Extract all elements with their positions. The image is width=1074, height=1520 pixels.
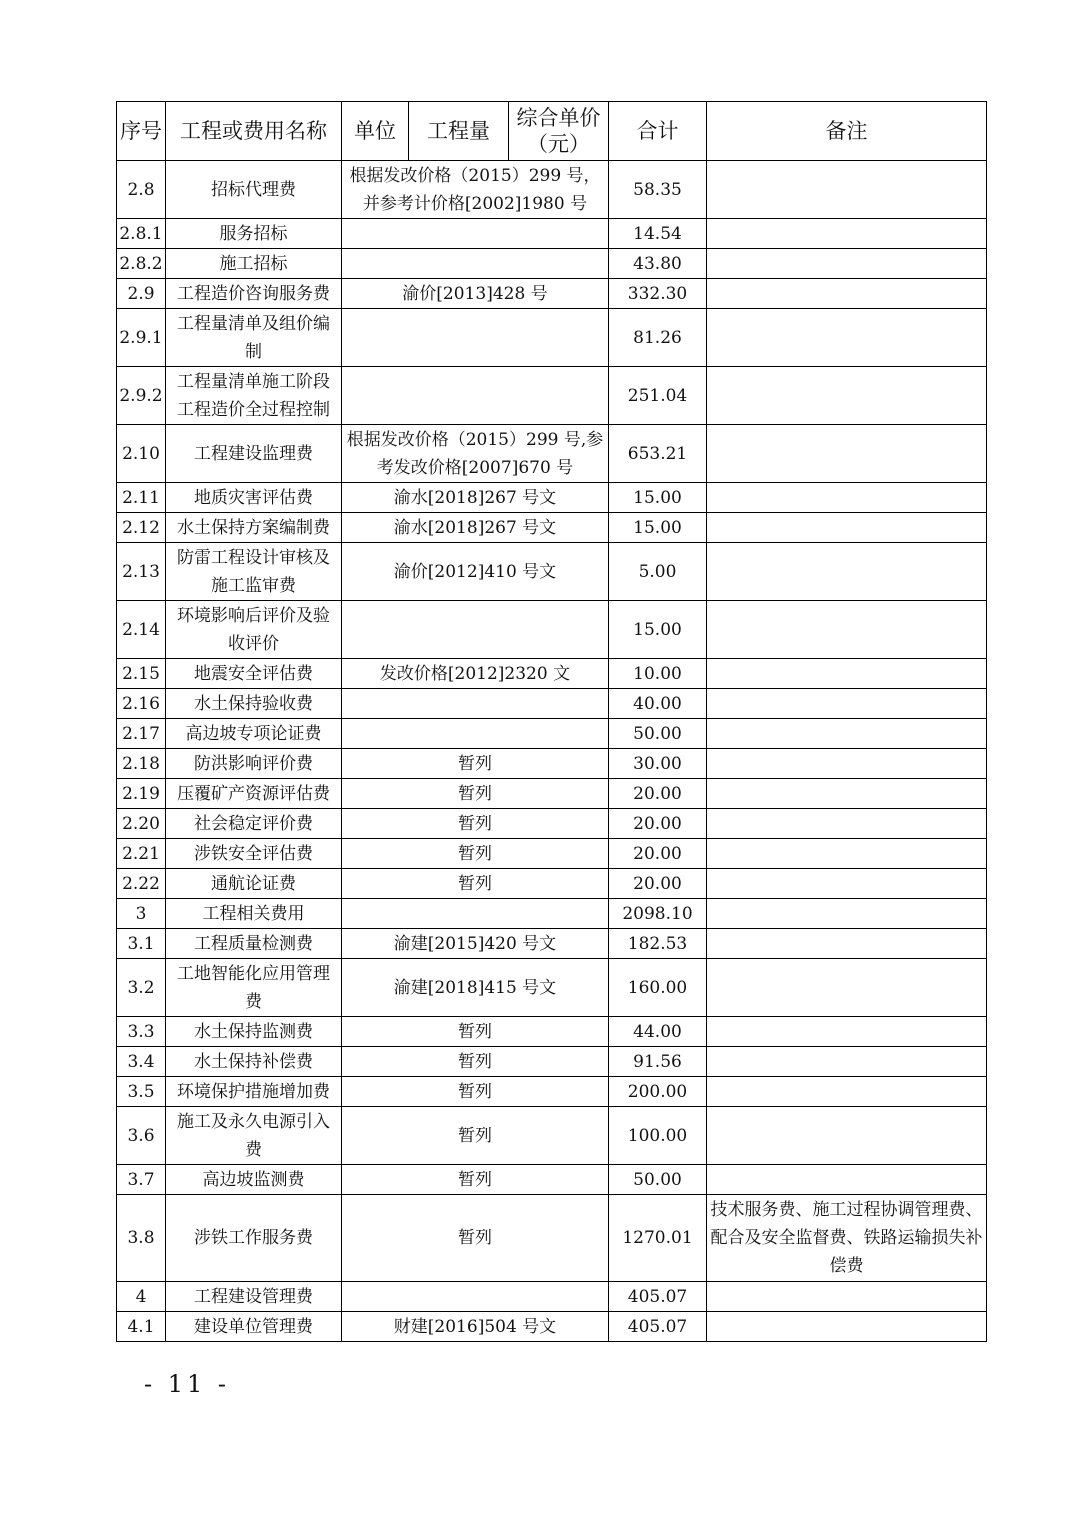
- row-basis-cell: 渝价[2012]410 号文: [342, 543, 609, 601]
- row-note-cell: [707, 779, 987, 809]
- row-name-cell: 地质灾害评估费: [166, 483, 342, 513]
- row-total-cell: 251.04: [609, 367, 707, 425]
- row-total-cell: 5.00: [609, 543, 707, 601]
- header-quantity: 工程量: [409, 102, 509, 161]
- row-basis-cell: [342, 309, 609, 367]
- row-seq-cell: 2.9: [117, 279, 166, 309]
- row-note-cell: [707, 309, 987, 367]
- row-basis-cell: 渝建[2018]415 号文: [342, 959, 609, 1017]
- table-row: [117, 749, 987, 779]
- row-seq-cell: 3.1: [117, 929, 166, 959]
- row-basis-cell: 暂列: [342, 749, 609, 779]
- row-note-cell: [707, 543, 987, 601]
- row-note-cell: [707, 601, 987, 659]
- row-note-cell: [707, 483, 987, 513]
- row-name-cell: 工地智能化应用管理费: [166, 959, 342, 1017]
- table-row: [117, 367, 987, 425]
- header-total: 合计: [609, 102, 707, 161]
- row-name-cell: 高边坡监测费: [166, 1165, 342, 1195]
- row-name-cell: 水土保持监测费: [166, 1017, 342, 1047]
- row-basis-cell: 根据发改价格（2015）299 号,参考发改价格[2007]670 号: [342, 425, 609, 483]
- row-note-cell: [707, 839, 987, 869]
- row-note-cell: [707, 1165, 987, 1195]
- row-basis-cell: 暂列: [342, 1047, 609, 1077]
- row-name-cell: 工程质量检测费: [166, 929, 342, 959]
- row-note-cell: [707, 279, 987, 309]
- row-name-cell: 工程相关费用: [166, 899, 342, 929]
- row-basis-cell: 暂列: [342, 839, 609, 869]
- row-total-cell: 2098.10: [609, 899, 707, 929]
- row-total-cell: 43.80: [609, 249, 707, 279]
- row-note-cell: [707, 1107, 987, 1165]
- row-seq-cell: 2.16: [117, 689, 166, 719]
- row-total-cell: 200.00: [609, 1077, 707, 1107]
- table-row: [117, 1017, 987, 1047]
- row-seq-cell: 3.5: [117, 1077, 166, 1107]
- row-basis-cell: [342, 219, 609, 249]
- row-seq-cell: 3: [117, 899, 166, 929]
- row-note-cell: [707, 1312, 987, 1342]
- row-seq-cell: 2.15: [117, 659, 166, 689]
- row-seq-cell: 3.2: [117, 959, 166, 1017]
- table-row: [117, 249, 987, 279]
- row-note-cell: [707, 929, 987, 959]
- table-row: [117, 659, 987, 689]
- row-total-cell: 50.00: [609, 719, 707, 749]
- row-name-cell: 招标代理费: [166, 161, 342, 219]
- row-basis-cell: 暂列: [342, 1077, 609, 1107]
- table-row: [117, 1195, 987, 1282]
- page-number: - 11 -: [144, 1370, 231, 1398]
- row-basis-cell: 暂列: [342, 779, 609, 809]
- row-note-cell: [707, 869, 987, 899]
- row-seq-cell: 2.9.2: [117, 367, 166, 425]
- row-total-cell: 30.00: [609, 749, 707, 779]
- row-name-cell: 涉铁工作服务费: [166, 1195, 342, 1282]
- row-basis-cell: 暂列: [342, 1165, 609, 1195]
- table-body: [117, 161, 987, 1342]
- row-note-cell: [707, 1077, 987, 1107]
- row-note-cell: [707, 367, 987, 425]
- header-unit: 单位: [342, 102, 409, 161]
- row-total-cell: 160.00: [609, 959, 707, 1017]
- row-seq-cell: 3.7: [117, 1165, 166, 1195]
- row-name-cell: 涉铁安全评估费: [166, 839, 342, 869]
- table-row: [117, 161, 987, 219]
- row-note-cell: [707, 719, 987, 749]
- row-basis-cell: 暂列: [342, 809, 609, 839]
- row-seq-cell: 2.11: [117, 483, 166, 513]
- table-row: [117, 959, 987, 1017]
- row-note-cell: [707, 513, 987, 543]
- row-basis-cell: 发改价格[2012]2320 文: [342, 659, 609, 689]
- row-total-cell: 50.00: [609, 1165, 707, 1195]
- row-seq-cell: 2.21: [117, 839, 166, 869]
- table-row: [117, 719, 987, 749]
- row-name-cell: 压覆矿产资源评估费: [166, 779, 342, 809]
- row-basis-cell: 渝水[2018]267 号文: [342, 483, 609, 513]
- row-basis-cell: 暂列: [342, 1107, 609, 1165]
- row-total-cell: 14.54: [609, 219, 707, 249]
- table-row: [117, 425, 987, 483]
- row-basis-cell: 渝水[2018]267 号文: [342, 513, 609, 543]
- cost-table: [116, 101, 987, 1342]
- table-row: [117, 483, 987, 513]
- row-name-cell: 水土保持验收费: [166, 689, 342, 719]
- row-seq-cell: 2.17: [117, 719, 166, 749]
- table-row: [117, 689, 987, 719]
- row-name-cell: 地震安全评估费: [166, 659, 342, 689]
- row-seq-cell: 2.12: [117, 513, 166, 543]
- row-basis-cell: [342, 719, 609, 749]
- table-row: [117, 899, 987, 929]
- row-name-cell: 施工招标: [166, 249, 342, 279]
- row-name-cell: 工程建设监理费: [166, 425, 342, 483]
- row-basis-cell: 根据发改价格（2015）299 号，并参考计价格[2002]1980 号: [342, 161, 609, 219]
- row-total-cell: 20.00: [609, 779, 707, 809]
- row-total-cell: 182.53: [609, 929, 707, 959]
- row-note-cell: [707, 899, 987, 929]
- row-seq-cell: 2.22: [117, 869, 166, 899]
- header-row: [117, 102, 987, 161]
- row-total-cell: 653.21: [609, 425, 707, 483]
- table-row: [117, 543, 987, 601]
- row-basis-cell: [342, 601, 609, 659]
- row-note-cell: [707, 161, 987, 219]
- row-basis-cell: 暂列: [342, 869, 609, 899]
- row-total-cell: 20.00: [609, 809, 707, 839]
- row-basis-cell: 暂列: [342, 1195, 609, 1282]
- table-row: [117, 1165, 987, 1195]
- row-total-cell: 100.00: [609, 1107, 707, 1165]
- row-seq-cell: 4: [117, 1282, 166, 1312]
- row-basis-cell: 暂列: [342, 1017, 609, 1047]
- row-note-cell: [707, 219, 987, 249]
- row-name-cell: 环境影响后评价及验收评价: [166, 601, 342, 659]
- table-row: [117, 809, 987, 839]
- row-name-cell: 通航论证费: [166, 869, 342, 899]
- row-name-cell: 水土保持方案编制费: [166, 513, 342, 543]
- row-total-cell: 405.07: [609, 1282, 707, 1312]
- row-note-cell: [707, 1017, 987, 1047]
- row-seq-cell: 2.8.1: [117, 219, 166, 249]
- row-total-cell: 15.00: [609, 513, 707, 543]
- row-note-cell: [707, 659, 987, 689]
- row-total-cell: 44.00: [609, 1017, 707, 1047]
- row-name-cell: 建设单位管理费: [166, 1312, 342, 1342]
- row-total-cell: 20.00: [609, 839, 707, 869]
- row-total-cell: 405.07: [609, 1312, 707, 1342]
- row-basis-cell: 财建[2016]504 号文: [342, 1312, 609, 1342]
- table-row: [117, 839, 987, 869]
- row-seq-cell: 2.8.2: [117, 249, 166, 279]
- row-seq-cell: 2.20: [117, 809, 166, 839]
- row-name-cell: 工程造价咨询服务费: [166, 279, 342, 309]
- row-note-cell: [707, 959, 987, 1017]
- table-row: [117, 1047, 987, 1077]
- row-basis-cell: [342, 367, 609, 425]
- row-name-cell: 环境保护措施增加费: [166, 1077, 342, 1107]
- row-seq-cell: 2.8: [117, 161, 166, 219]
- row-total-cell: 1270.01: [609, 1195, 707, 1282]
- table-row: [117, 309, 987, 367]
- row-seq-cell: 3.6: [117, 1107, 166, 1165]
- row-total-cell: 15.00: [609, 483, 707, 513]
- row-note-cell: [707, 689, 987, 719]
- row-note-cell: [707, 425, 987, 483]
- table-row: [117, 1312, 987, 1342]
- row-seq-cell: 2.13: [117, 543, 166, 601]
- table-row: [117, 601, 987, 659]
- row-note-cell: [707, 1282, 987, 1312]
- row-basis-cell: [342, 1282, 609, 1312]
- header-seq: 序号: [117, 102, 166, 161]
- row-seq-cell: 2.10: [117, 425, 166, 483]
- row-total-cell: 10.00: [609, 659, 707, 689]
- row-total-cell: 58.35: [609, 161, 707, 219]
- row-note-cell: [707, 809, 987, 839]
- row-name-cell: 工程建设管理费: [166, 1282, 342, 1312]
- table-row: [117, 219, 987, 249]
- row-name-cell: 服务招标: [166, 219, 342, 249]
- row-basis-cell: [342, 689, 609, 719]
- row-basis-cell: 渝建[2015]420 号文: [342, 929, 609, 959]
- row-seq-cell: 2.9.1: [117, 309, 166, 367]
- row-total-cell: 15.00: [609, 601, 707, 659]
- header-name: 工程或费用名称: [166, 102, 342, 161]
- row-note-cell: 技术服务费、施工过程协调管理费、配合及安全监督费、铁路运输损失补偿费: [707, 1195, 987, 1282]
- row-seq-cell: 3.3: [117, 1017, 166, 1047]
- row-basis-cell: [342, 249, 609, 279]
- row-total-cell: 332.30: [609, 279, 707, 309]
- table-row: [117, 1077, 987, 1107]
- row-total-cell: 20.00: [609, 869, 707, 899]
- row-seq-cell: 3.4: [117, 1047, 166, 1077]
- row-note-cell: [707, 749, 987, 779]
- header-note: 备注: [707, 102, 987, 161]
- row-total-cell: 91.56: [609, 1047, 707, 1077]
- row-name-cell: 水土保持补偿费: [166, 1047, 342, 1077]
- table-row: [117, 513, 987, 543]
- table-row: [117, 1282, 987, 1312]
- row-note-cell: [707, 1047, 987, 1077]
- row-name-cell: 防雷工程设计审核及施工监审费: [166, 543, 342, 601]
- table-row: [117, 279, 987, 309]
- table-row: [117, 869, 987, 899]
- row-seq-cell: 4.1: [117, 1312, 166, 1342]
- header-unit-price: 综合单价（元）: [509, 102, 609, 161]
- table-row: [117, 779, 987, 809]
- row-basis-cell: 渝价[2013]428 号: [342, 279, 609, 309]
- row-basis-cell: [342, 899, 609, 929]
- table-row: [117, 929, 987, 959]
- row-seq-cell: 2.14: [117, 601, 166, 659]
- row-name-cell: 工程量清单及组价编制: [166, 309, 342, 367]
- row-name-cell: 高边坡专项论证费: [166, 719, 342, 749]
- row-note-cell: [707, 249, 987, 279]
- row-name-cell: 工程量清单施工阶段工程造价全过程控制: [166, 367, 342, 425]
- table-row: [117, 1107, 987, 1165]
- row-seq-cell: 2.19: [117, 779, 166, 809]
- row-seq-cell: 2.18: [117, 749, 166, 779]
- row-name-cell: 社会稳定评价费: [166, 809, 342, 839]
- row-total-cell: 40.00: [609, 689, 707, 719]
- row-name-cell: 施工及永久电源引入费: [166, 1107, 342, 1165]
- row-total-cell: 81.26: [609, 309, 707, 367]
- row-seq-cell: 3.8: [117, 1195, 166, 1282]
- row-name-cell: 防洪影响评价费: [166, 749, 342, 779]
